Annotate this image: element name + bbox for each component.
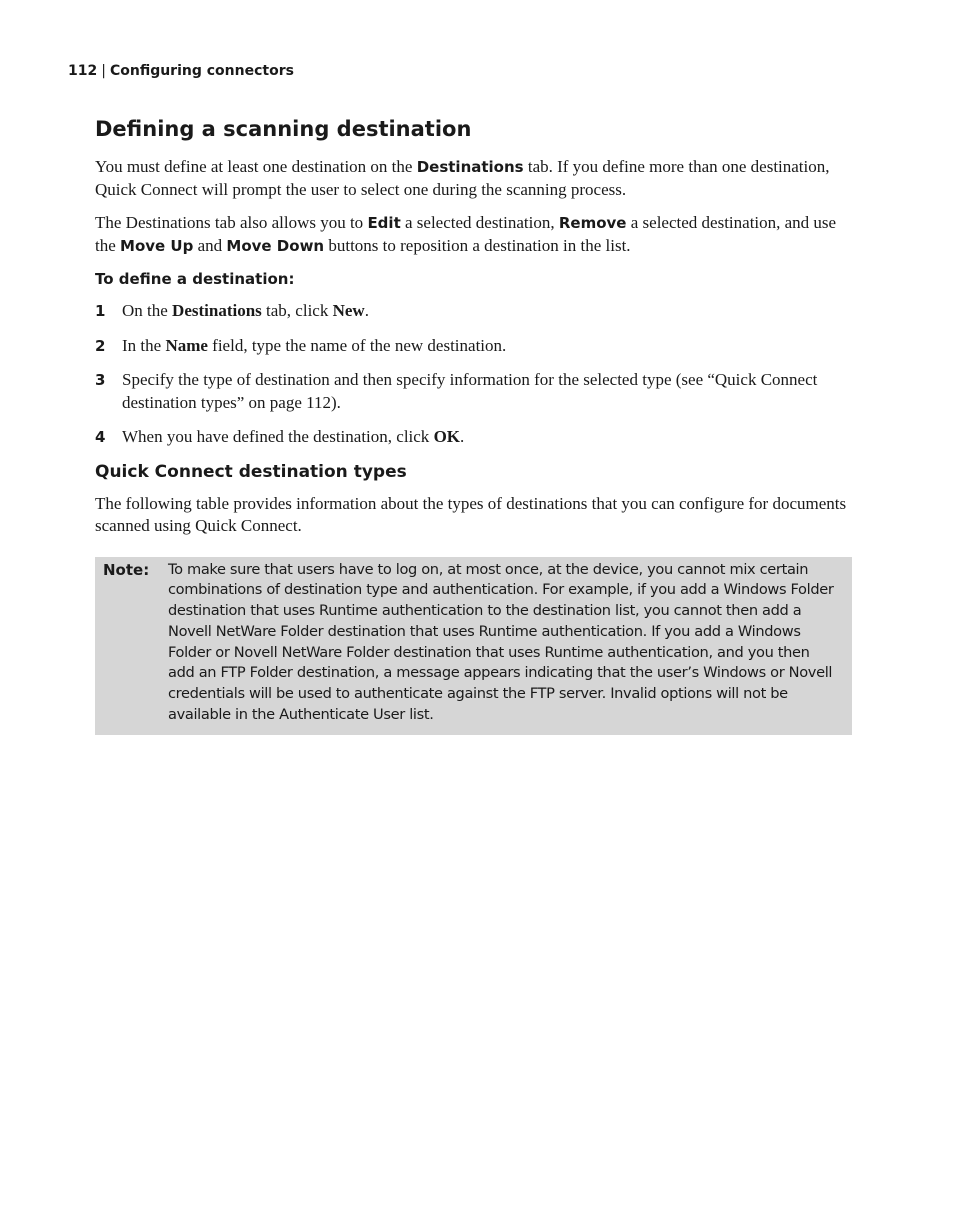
note-label: Note: xyxy=(103,560,150,579)
ui-term-new: New xyxy=(332,301,365,320)
running-header xyxy=(68,63,294,79)
text-run: . xyxy=(460,427,465,446)
step-text xyxy=(122,300,852,323)
ui-term-remove: Remove xyxy=(558,214,627,232)
step-number: 4 xyxy=(95,428,106,446)
text-run: On the xyxy=(122,301,173,320)
text-run: tab. If you define more than one destination, Quick Connect will prompt the user to select one during the scanning process. xyxy=(95,157,830,199)
procedure-steps xyxy=(95,300,852,449)
step-number: 1 xyxy=(95,302,106,320)
text-run: . xyxy=(364,301,369,320)
ui-term-destinations: Destinations xyxy=(172,301,262,320)
step-item xyxy=(95,300,852,323)
step-text: Specify the type of destination and then specify information for the selected type (see “Quick Connect destination types” on page 112). xyxy=(122,370,818,412)
ui-term-name: Name xyxy=(165,335,208,355)
step-number: 2 xyxy=(95,336,106,355)
text-run: tab, click xyxy=(261,301,333,320)
step-item xyxy=(95,369,852,414)
text-run: When you have defined the destination, click xyxy=(122,427,434,446)
text-run: The Destinations tab also allows you to xyxy=(95,213,368,232)
text-run: and xyxy=(193,235,227,255)
ui-term-move-down: Move Down xyxy=(226,236,325,255)
ui-term-ok: OK xyxy=(433,427,461,446)
text-run: field, type the name of the new destination. xyxy=(207,335,507,355)
text-run: You must define at least one destination on the xyxy=(95,157,417,176)
step-item xyxy=(95,426,852,449)
text-run: buttons to reposition a destination in the list. xyxy=(324,235,631,255)
section-title: Defining a scanning destination xyxy=(95,117,472,141)
step-number: 3 xyxy=(95,371,106,389)
note-box xyxy=(95,557,852,735)
ui-term-edit: Edit xyxy=(367,214,401,232)
chapter-title: Configuring connectors xyxy=(109,63,294,79)
note-text: To make sure that users have to log on, at most once, at the device, you cannot mix certain combinations of destination type and authentication. For example, if you add a Windows Folder destination that uses Runtime authentication to the destination list, you cannot then add a Novell NetWare Folder destination that uses Runtime authentication. If you add a Windows Folder or Novell NetWare Folder destination that uses Runtime authentication, and you then add an FTP Folder destination, a message appears indicating that the user’s Windows or Novell credentials will be used to authenticate against the FTP server. Invalid options will not be available in the Authenticate User list. xyxy=(168,560,834,724)
header-separator: | xyxy=(101,63,106,79)
text-run: a selected destination, xyxy=(400,213,559,232)
procedure-heading: To define a destination: xyxy=(95,270,295,288)
page-number: 112 xyxy=(68,63,98,79)
ui-term-move-up: Move Up xyxy=(120,236,194,255)
text-run: In the xyxy=(122,335,166,355)
text-run: a selected destination, and use the xyxy=(95,213,837,255)
subsection-title: Quick Connect destination types xyxy=(95,461,407,482)
subsection-paragraph: The following table provides information about the types of destinations that you can configure for documents scanned using Quick Connect. xyxy=(95,493,847,535)
step-text xyxy=(122,335,852,358)
step-text xyxy=(122,426,852,449)
buttons-paragraph xyxy=(95,212,852,257)
ui-term-destinations: Destinations xyxy=(416,158,524,176)
intro-paragraph xyxy=(95,156,852,201)
step-item xyxy=(95,335,852,358)
page-content xyxy=(95,115,852,735)
